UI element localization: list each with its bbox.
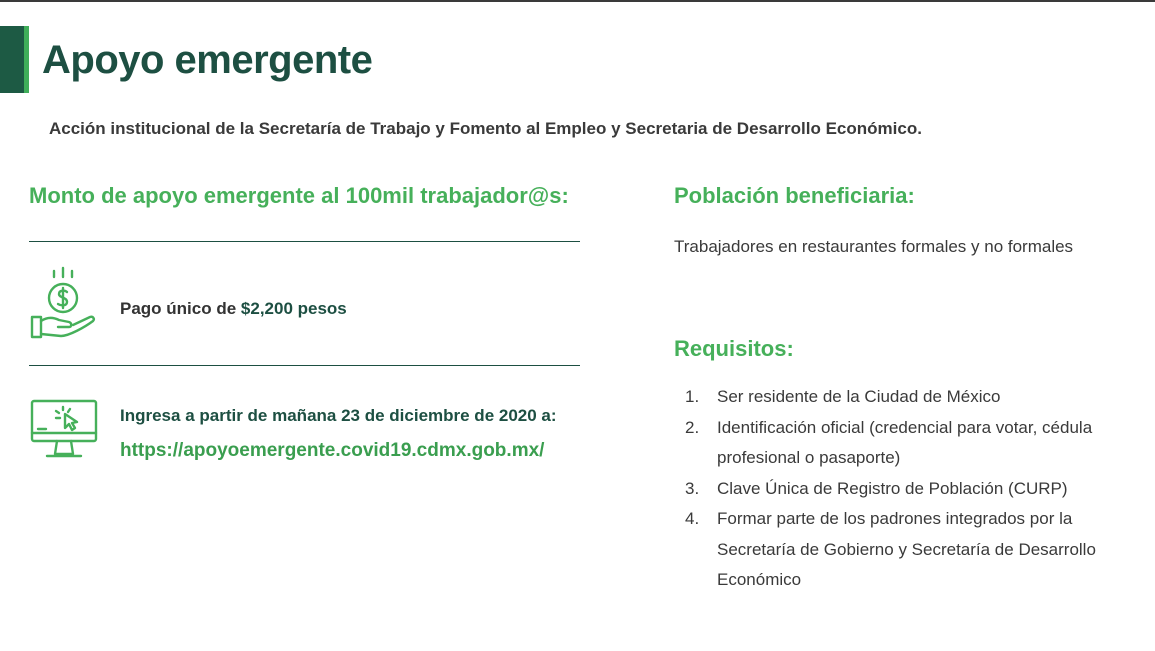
list-item (674, 413, 1144, 474)
divider-bottom (29, 365, 580, 366)
computer-click-icon (29, 398, 99, 462)
divider-top (29, 241, 580, 242)
payment-amount: $2,200 pesos (240, 299, 347, 318)
list-item-number: 3. (685, 478, 700, 498)
list-item-text: Clave Única de Registro de Población (CURP) (717, 478, 1068, 498)
payment-label: Pago único de (120, 299, 241, 318)
requirements-heading: Requisitos: (674, 336, 794, 361)
list-item (674, 504, 1144, 596)
registration-link[interactable]: https://apoyoemergente.covid19.cdmx.gob.mx/ (120, 440, 545, 461)
money-hand-icon (29, 265, 97, 341)
list-item-number: 1. (685, 387, 700, 406)
list-item-text: Ser residente de la Ciudad de México (717, 387, 1001, 406)
list-item-text: Identificación oficial (credencial para votar, cédula profesional o pasaporte) (717, 417, 1093, 467)
page-title: Apoyo emergente (42, 38, 373, 82)
top-rule (0, 0, 1155, 2)
title-accent-bar (0, 26, 29, 93)
list-item-text: Formar parte de los padrones integrados por la Secretaría de Gobierno y Secretaría de Desarrollo Económico (717, 509, 1096, 589)
list-item (674, 474, 1144, 505)
amount-heading: Monto de apoyo emergente al 100mil trabajador@s: (29, 183, 569, 208)
register-text: Ingresa a partir de mañana 23 de diciembre de 2020 a: (120, 406, 557, 425)
population-heading: Población beneficiaria: (674, 183, 915, 208)
page-subtitle: Acción institucional de la Secretaría de Trabajo y Fomento al Empleo y Secretaria de Desarrollo Económico. (49, 119, 922, 138)
list-item-number: 2. (685, 417, 700, 437)
requirements-list (674, 382, 1144, 596)
payment-text (120, 299, 347, 319)
population-text: Trabajadores en restaurantes formales y no formales (674, 237, 1074, 256)
list-item (674, 382, 1144, 413)
list-item-number: 4. (685, 509, 700, 528)
